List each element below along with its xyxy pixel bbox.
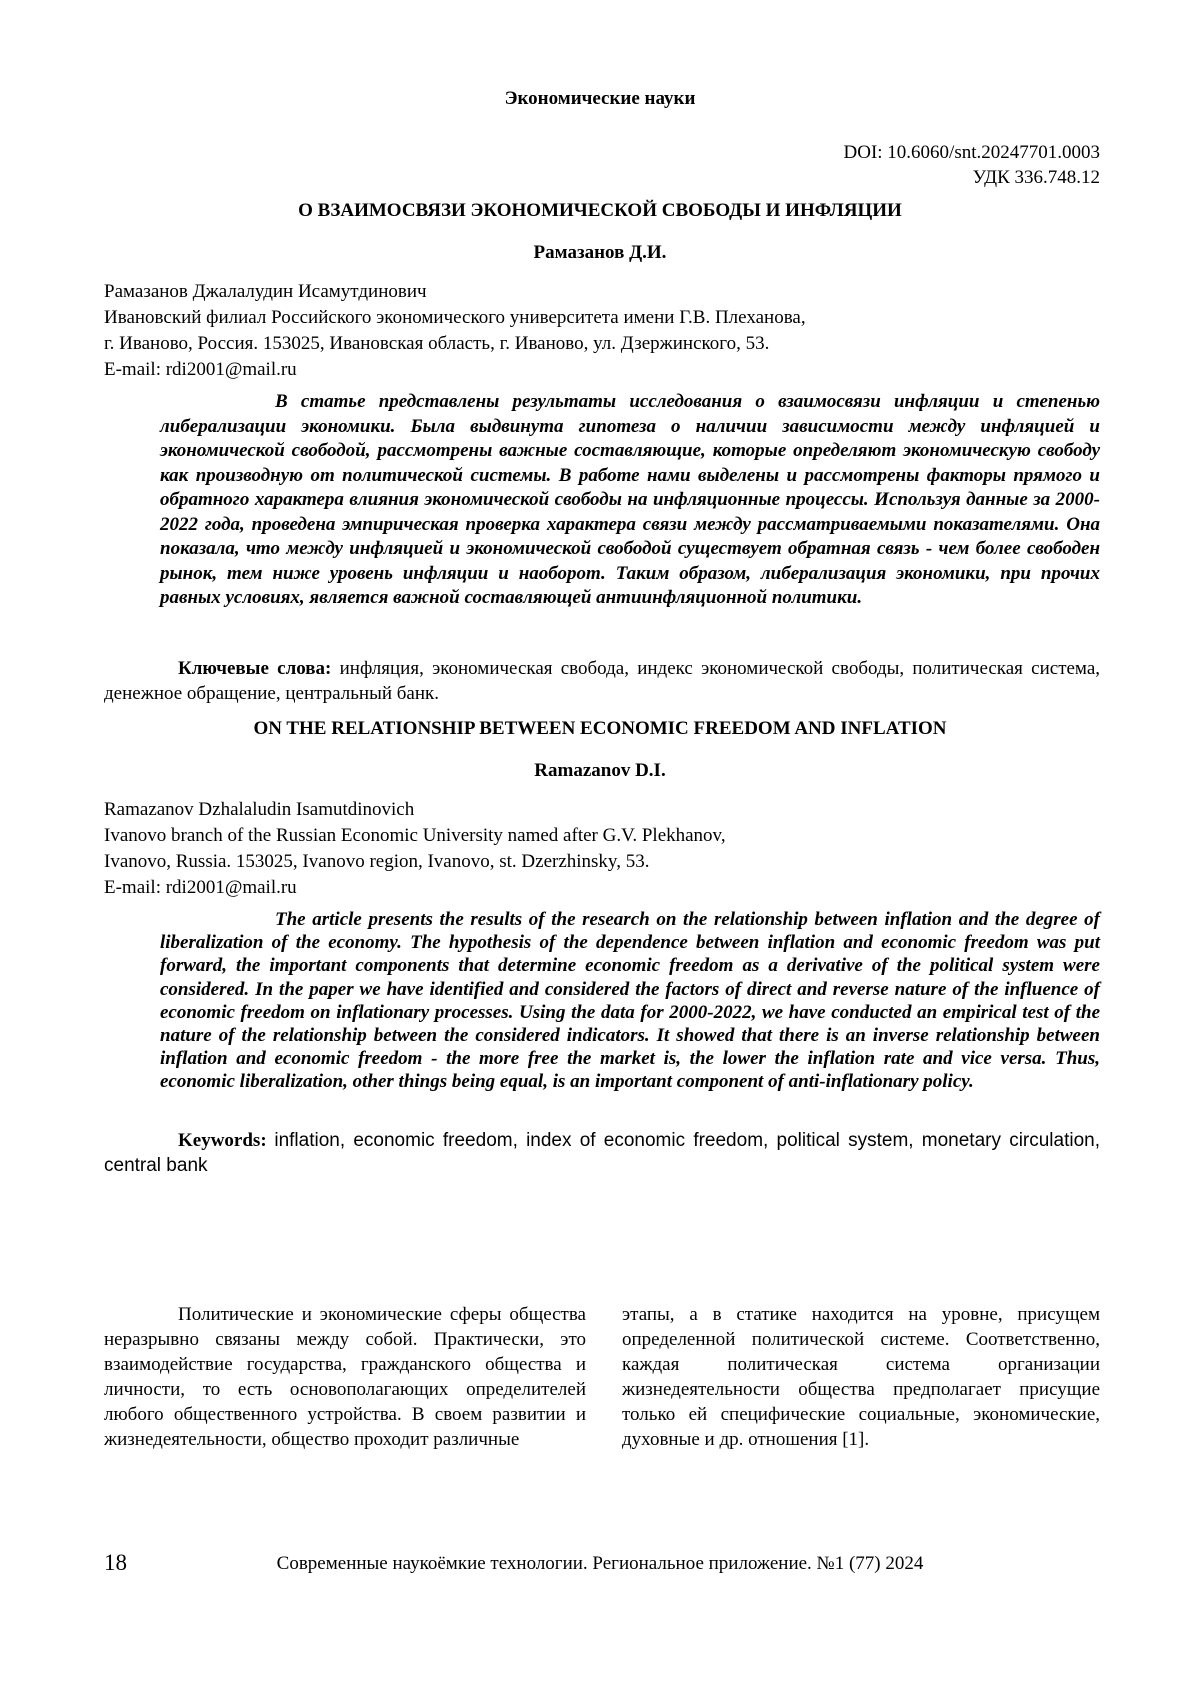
identifiers [844, 140, 1101, 190]
keywords-label: Keywords: [178, 1130, 267, 1151]
institution: Ivanovo branch of the Russian Economic University named after G.V. Plekhanov, [104, 825, 726, 846]
author-full-name: Ramazanov Dzhalaludin Isamutdinovich [104, 799, 415, 820]
author-en: Ramazanov D.I. [534, 760, 666, 781]
title-ru: О ВЗАИМОСВЯЗИ ЭКОНОМИЧЕСКОЙ СВОБОДЫ И ИНФЛЯЦИИ [298, 200, 902, 221]
keywords-ru [104, 656, 1100, 706]
keywords-label: Ключевые слова: [178, 658, 332, 679]
section-heading: Экономические науки [504, 88, 696, 109]
author-ru: Рамазанов Д.И. [533, 242, 667, 263]
keywords-text: inflation, economic freedom, index of economic freedom, political system, monetary circulation, central bank [104, 1130, 1101, 1176]
keywords-en [104, 1128, 1100, 1178]
abstract-ru: В статье представлены результаты исследования о взаимосвязи инфляции и степенью либерализации экономики. Была выдвинута гипотеза о наличии зависимости между инфляцией и экономической свободой, рассмотрены важные составляющие, которые определяют экономическую свободу как производную от политической системы. В работе нами выделены и рассмотрены факторы прямого и обратного характера влияния экономической свободы на инфляционные процессы. Используя данные за 2000-2022 года, проведена эмпирическая проверка характера связи между рассматриваемыми показателями. Она показала, что между инфляцией и экономической свободой существует обратная связь - чем более свободен рынок, тем ниже уровень инфляции и наоборот. Таким образом, либерализация экономики, при прочих равных условиях, является важной составляющей антиинфляционной политики. [160, 391, 1100, 608]
journal-footer: Современные наукоёмкие технологии. Региональное приложение. №1 (77) 2024 [276, 1553, 924, 1574]
page-number: 18 [104, 1550, 127, 1575]
address: г. Иваново, Россия. 153025, Ивановская область, г. Иваново, ул. Дзержинского, 53. [104, 333, 770, 354]
abstract-en: The article presents the results of the research on the relationship between inflation and the degree of liberalization of the economy. The hypothesis of the dependence between inflation and economic freedom was put forward, the important components that determine economic freedom as a derivative of the political system were considered. In the paper we have identified and considered the factors of direct and reverse nature of the influence of economic freedom on inflationary processes. Using the data for 2000-2022, we have conducted an empirical test of the nature of the relationship between the considered indicators. It showed that there is an inverse relationship between inflation and economic freedom - the more free the market is, the lower the inflation rate and vice versa. Thus, economic liberalization, other things being equal, is an important component of anti-inflationary policy. [160, 909, 1100, 1093]
title-en: ON THE RELATIONSHIP BETWEEN ECONOMIC FREEDOM AND INFLATION [253, 718, 947, 739]
udk: УДК 336.748.12 [972, 167, 1100, 188]
email[interactable]: E-mail: rdi2001@mail.ru [104, 877, 297, 898]
affiliation-en [104, 797, 1104, 901]
institution: Ивановский филиал Российского экономического университета имени Г.В. Плеханова, [104, 307, 806, 328]
address: Ivanovo, Russia. 153025, Ivanovo region, Ivanovo, st. Dzerzhinsky, 53. [104, 851, 650, 872]
author-full-name: Рамазанов Джалалудин Исамутдинович [104, 281, 427, 302]
keywords-text: инфляция, экономическая свобода, индекс экономической свободы, политическая система, денежное обращение, центральный банк. [104, 658, 1101, 704]
body-column-right: этапы, а в статике находится на уровне, присущем определенной политической системе. Соответственно, каждая политическая система организации жизнедеятельности общества предполагает присущие только ей специфические социальные, экономические, духовные и др. отношения [1]. [622, 1304, 1100, 1450]
doi[interactable]: DOI: 10.6060/snt.20247701.0003 [843, 142, 1100, 163]
email[interactable]: E-mail: rdi2001@mail.ru [104, 359, 297, 380]
affiliation-ru [104, 279, 1104, 383]
body-column-left: Политические и экономические сферы общества неразрывно связаны между собой. Практически, это взаимодействие государства, гражданского общества и личности, то есть основополагающих определителей любого общественного устройства. В своем развитии и жизнедеятельности, общество проходит различные [104, 1304, 586, 1450]
